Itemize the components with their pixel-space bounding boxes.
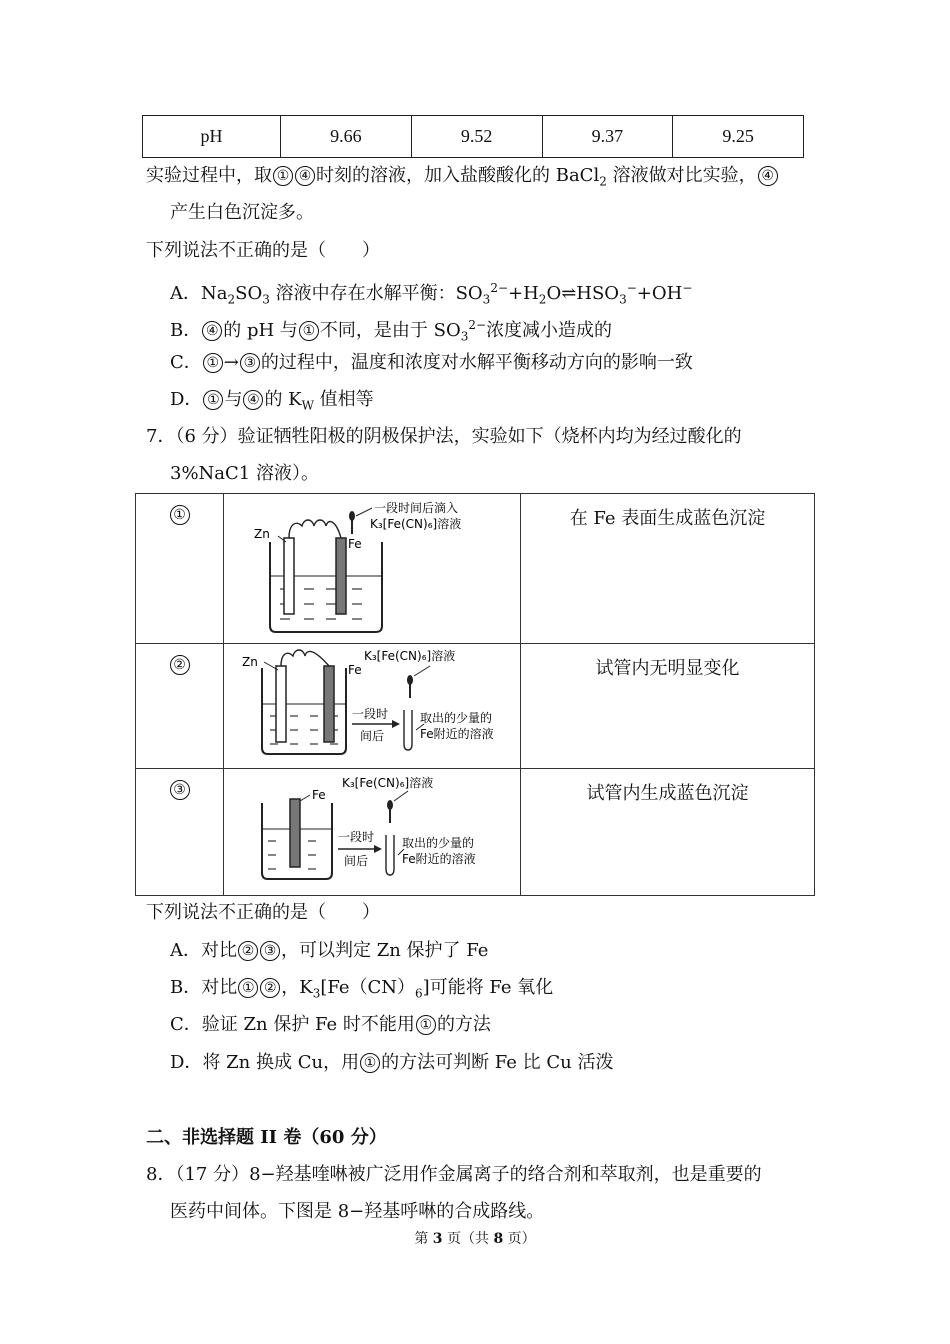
q7-stem: 7．（6 分）验证牺牲阳极的阴极保护法，实验如下（烧杯内均为经过酸化的 [146,426,742,447]
q6-experiment-line: 实验过程中，取 ① ④ 时刻的溶液，加入盐酸酸化的 BaCl$_2$ 溶液做对比实验， ④ [146,164,779,194]
ph-value: 9.37 [542,116,673,158]
reagent-label: K₃[Fe(CN)₆]溶液 [370,517,462,531]
time-label-2: 间后 [344,854,369,868]
q6-option-c: C． ① → ③ 的过程中，温度和浓度对水解平衡移动方向的影响一致 [170,352,693,373]
drop-label: 一段时间后滴入 [374,501,459,515]
section-title: 二、非选择题 II 卷（60 分） [146,1127,387,1148]
zn-label: Zn [254,527,270,541]
time-label: 一段时 [338,830,375,844]
ph-label: pH [143,116,281,158]
q7-stem-2: 3%NaC1 溶液）。 [170,463,319,484]
q7-option-d: D．将 Zn 换成 Cu，用 ① 的方法可判断 Fe 比 Cu 活泼 [170,1052,614,1073]
fe-label: Fe [312,788,326,802]
q7-prompt: 下列说法不正确的是（ ） [146,902,380,923]
ph-table [142,115,804,158]
experiment-figure-3 [224,769,521,896]
q7-option-c: C．验证 Zn 保护 Fe 时不能用 ① 的方法 [170,1014,491,1035]
fe-label: Fe [348,537,362,551]
q6-option-d: D． ① 与 ④ 的 $K_W$ 值相等 [170,389,374,413]
take-label-2: Fe附近的溶液 [402,852,476,866]
q8-stem: 8．（17 分）8−羟基喹啉被广泛用作金属离子的络合剂和萃取剂，也是重要的 [146,1164,762,1185]
take-label: 取出的少量的 [420,711,493,725]
row-number: ② [170,655,190,675]
result-cell: 试管内生成蓝色沉淀 [521,769,815,896]
reagent-label: K₃[Fe(CN)₆]溶液 [342,776,434,790]
fe-label: Fe [348,663,362,677]
time-label-2: 间后 [360,729,385,743]
q6-option-a: A．$Na_2SO_3$ 溶液中存在水解平衡：$SO_3^{2-}+H_2O\rightleftharpoons HSO_3^-+OH^-$ [170,281,693,307]
experiment-figure-2 [224,644,521,769]
q7-option-b: B．对比 ① ② ，$K_3[Fe(CN)_6]$可能将 Fe 氧化 [170,977,554,1001]
q6-option-b: B． ④ 的 pH 与 ① 不同，是由于 $SO_3^{2-}$浓度减小造成的 [170,318,613,344]
reagent-label: K₃[Fe(CN)₆]溶液 [364,649,456,663]
row-number: ① [170,505,190,525]
time-label: 一段时 [352,707,389,721]
experiment-figure-1 [224,494,521,644]
ph-value: 9.66 [281,116,412,158]
take-label: 取出的少量的 [402,836,475,850]
page-footer: 第 3 页（共 8 页） [414,1231,536,1247]
take-label-2: Fe附近的溶液 [420,727,494,741]
zn-label: Zn [242,655,258,669]
q8-stem-2: 医药中间体。下图是 8−羟基呼啉的合成路线。 [170,1201,545,1222]
q7-option-a: A．对比 ② ③ ，可以判定 Zn 保护了 Fe [170,940,489,961]
experiment-table [135,493,815,896]
ph-value: 9.25 [673,116,804,158]
ph-value: 9.52 [411,116,542,158]
result-cell: 试管内无明显变化 [521,644,815,769]
row-number: ③ [170,780,190,800]
q6-experiment-line2: 产生白色沉淀多。 [170,202,314,223]
result-cell: 在 Fe 表面生成蓝色沉淀 [521,494,815,644]
q6-prompt: 下列说法不正确的是（ ） [146,240,380,261]
